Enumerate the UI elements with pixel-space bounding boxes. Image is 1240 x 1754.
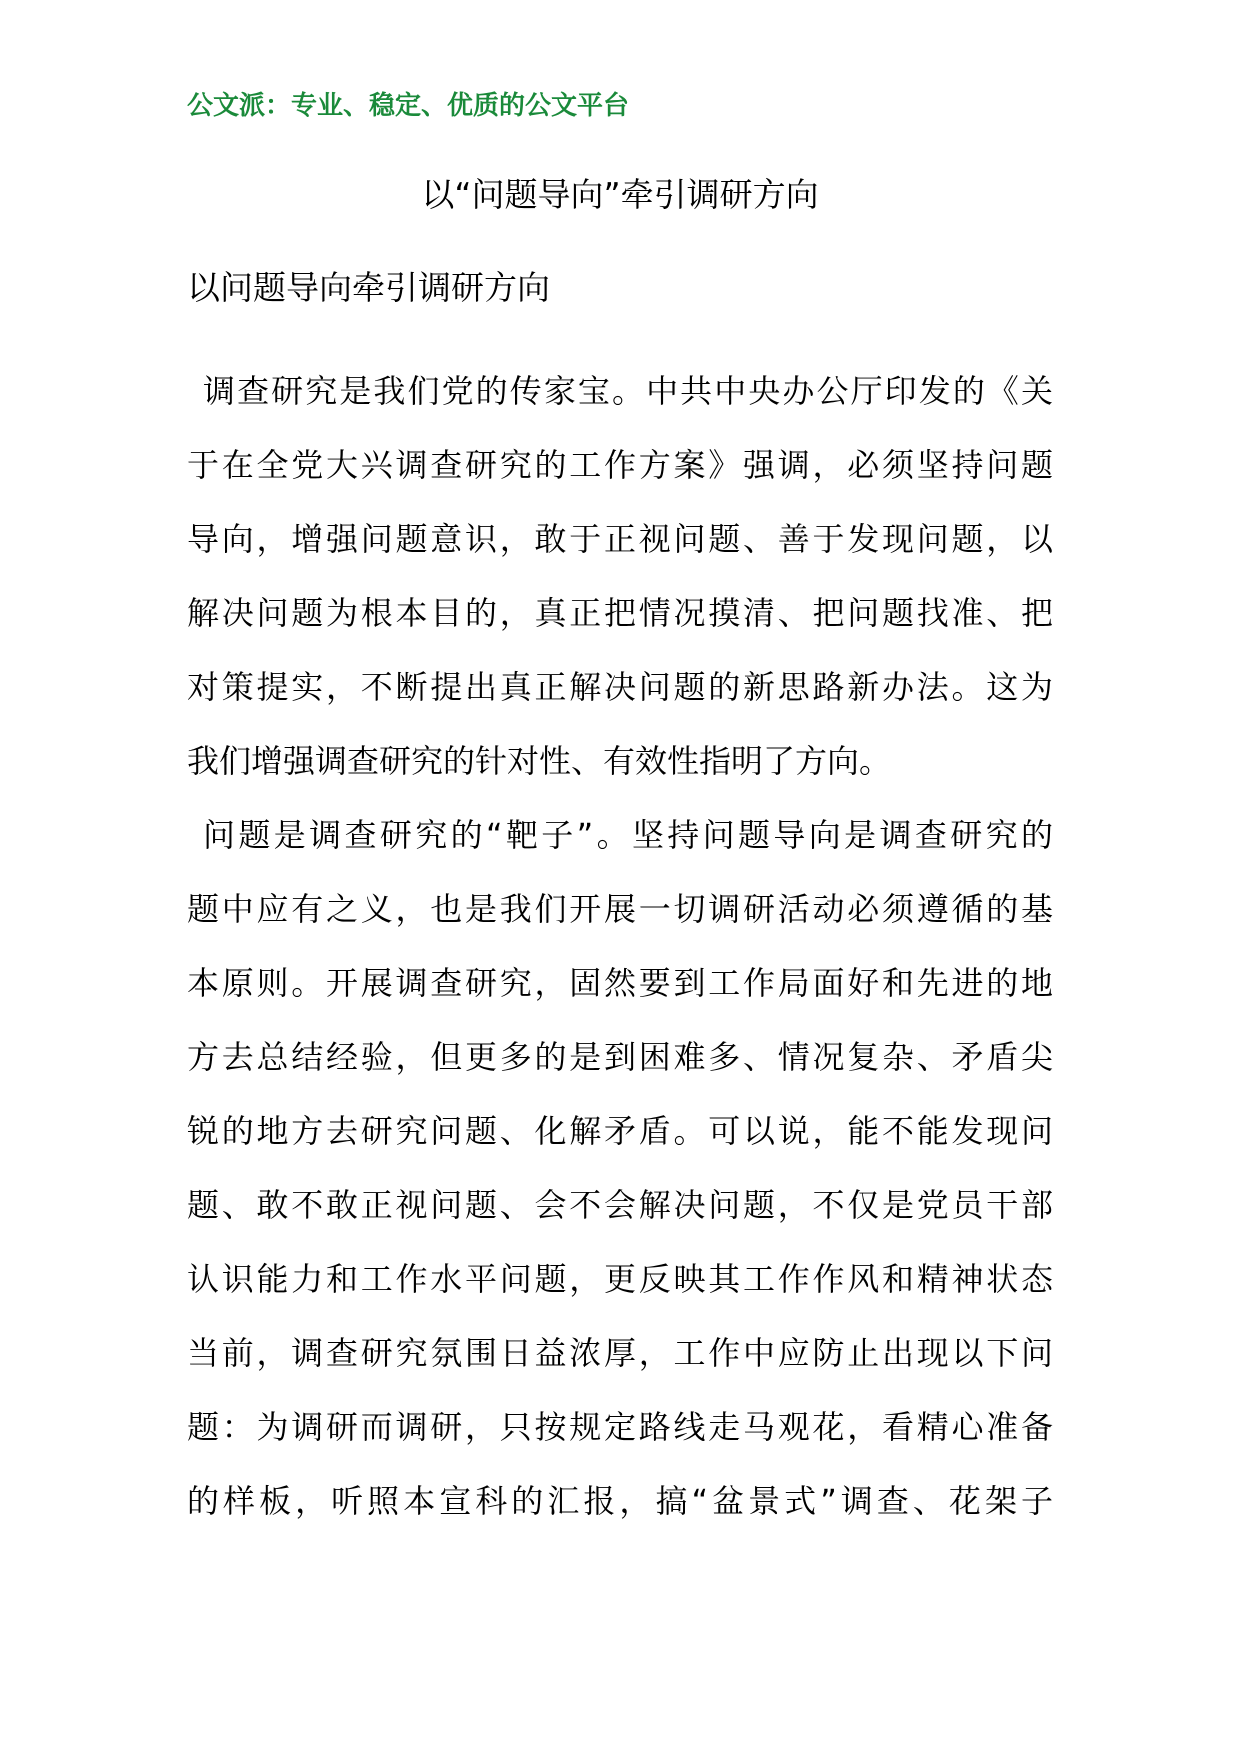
paragraph-1	[187, 354, 1053, 798]
paragraph-2	[187, 798, 1053, 1538]
paragraph-line: 锐的地方去研究问题、化解矛盾。可以说，能不能发现问	[187, 1112, 1053, 1150]
paragraph-line: 解决问题为根本目的，真正把情况摸清、把问题找准、把	[187, 594, 1053, 632]
paragraph-line: 题中应有之义，也是我们开展一切调研活动必须遵循的基	[187, 890, 1053, 928]
paragraph-line: 对策提实，不断提出真正解决问题的新思路新办法。这为	[187, 668, 1053, 706]
document-subtitle: 以问题导向牵引调研方向	[187, 268, 550, 307]
document-title: 以“问题导向”牵引调研方向	[421, 175, 819, 214]
paragraph-line: 题：为调研而调研，只按规定路线走马观花，看精心准备	[187, 1408, 1053, 1446]
brand-header: 公文派：专业、稳定、优质的公文平台	[187, 91, 630, 121]
paragraph-line: 的样板，听照本宣科的汇报，搞“盆景式”调查、花架子	[187, 1482, 1053, 1520]
paragraph-line: 当前，调查研究氛围日益浓厚，工作中应防止出现以下问	[187, 1334, 1053, 1372]
paragraph-line: 调查研究是我们党的传家宝。中共中央办公厅印发的《关	[203, 372, 1053, 410]
paragraph-line: 方去总结经验，但更多的是到困难多、情况复杂、矛盾尖	[187, 1038, 1053, 1076]
paragraph-line: 认识能力和工作水平问题，更反映其工作作风和精神状态	[187, 1260, 1053, 1298]
paragraph-line: 题、敢不敢正视问题、会不会解决问题，不仅是党员干部	[187, 1186, 1053, 1224]
paragraph-line: 于在全党大兴调查研究的工作方案》强调，必须坚持问题	[187, 446, 1053, 484]
document-body	[187, 354, 1053, 1538]
paragraph-line: 我们增强调查研究的针对性、有效性指明了方向。	[187, 742, 892, 780]
paragraph-line: 问题是调查研究的“靶子”。坚持问题导向是调查研究的	[203, 816, 1053, 854]
paragraph-line: 本原则。开展调查研究，固然要到工作局面好和先进的地	[187, 964, 1053, 1002]
paragraph-line: 导向，增强问题意识，敢于正视问题、善于发现问题，以	[187, 520, 1053, 558]
